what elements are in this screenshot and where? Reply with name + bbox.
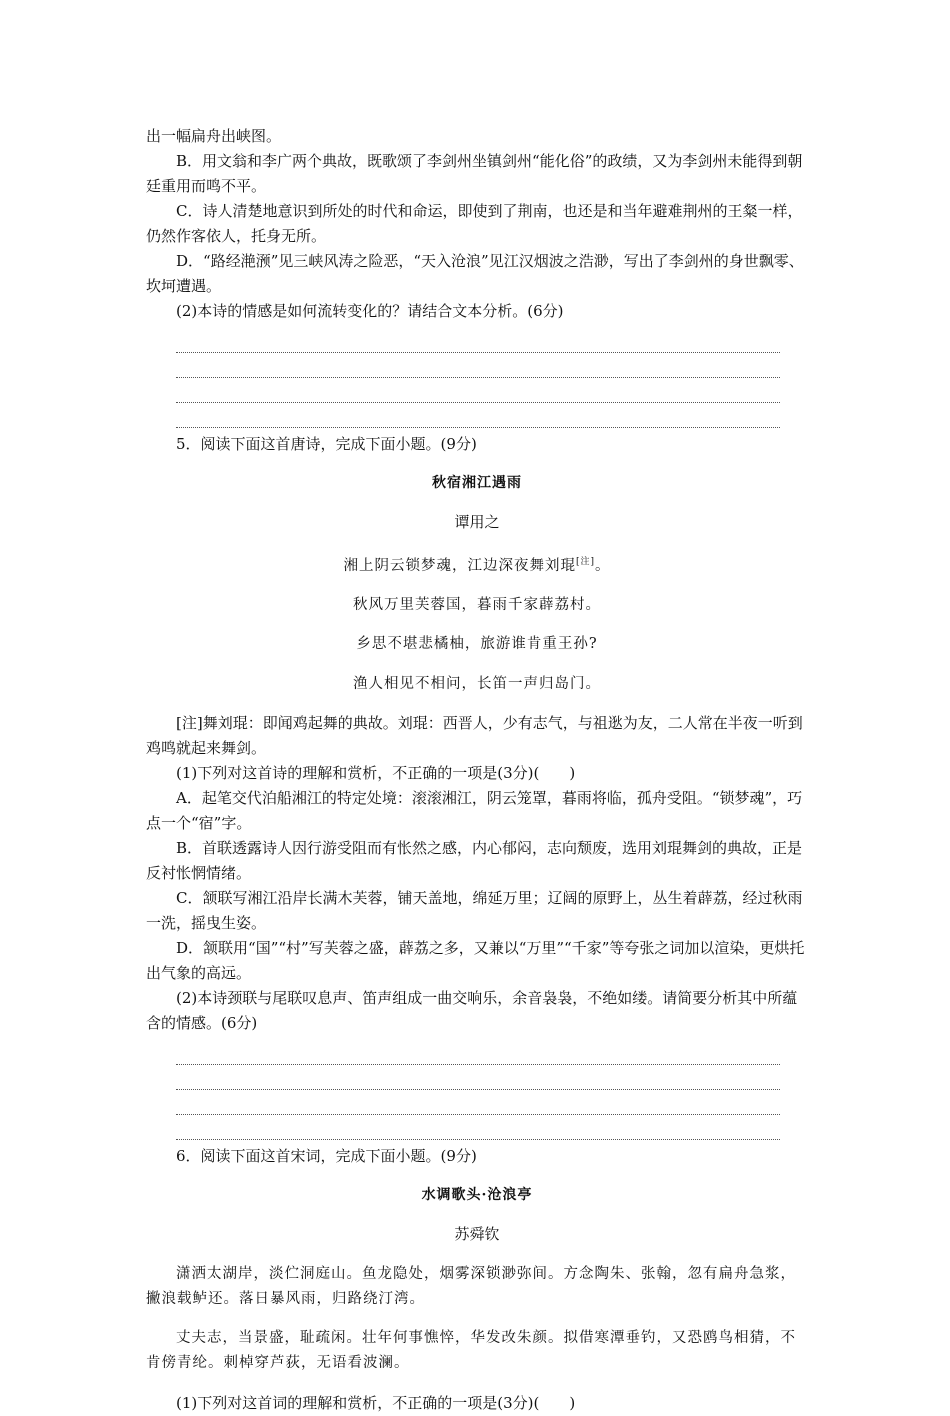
q5-option-b: B．首联透露诗人因行游受阻而有怅然之感，内心郁闷，志向颓废，选用刘琨舞剑的典故，正是反衬怅惘情绪。	[146, 839, 803, 883]
q4-option-b: B．用文翁和李广两个典故，既歌颂了李剑州坐镇剑州“能化俗”的政绩，又为李剑州未能得到朝廷重用而鸣不平。	[146, 152, 803, 195]
answer-line[interactable]	[176, 1115, 780, 1140]
footnote-marker: [注]	[575, 556, 596, 567]
q6-subquestion-1: (1)下列对这首词的理解和赏析，不正确的一项是(3分)( )	[176, 1393, 576, 1412]
q4-option-d: D．“路经滟滪”见三峡风涛之险恶，“天入沧浪”见江汉烟波之浩渺，写出了李剑州的身世飘零、坎坷遭遇。	[146, 252, 804, 295]
poem-line-text: 湘上阴云锁梦魂，江边深夜舞刘琨	[343, 557, 576, 574]
answer-line[interactable]	[176, 1090, 780, 1115]
q5-option-a: A．起笔交代泊船湘江的特定处境：滚滚湘江，阴云笼罩，暮雨将临，孤舟受阻。“锁梦魂”，巧点一个“宿”字。	[146, 789, 803, 833]
q6-poem-title: 水调歌头·沧浪亭	[421, 1187, 533, 1204]
q6-poem-para-2: 丈夫志，当景盛，耻疏闲。壮年何事憔悴，华发改朱颜。拟借寒潭垂钓，又恐鸥鸟相猜，不肯傍青纶。刺棹穿芦荻，无语看波澜。	[146, 1330, 796, 1372]
q5-poem-title: 秋宿湘江遇雨	[432, 475, 522, 491]
q5-poem-author: 谭用之	[454, 513, 500, 531]
q5-intro: 5．阅读下面这首唐诗，完成下面小题。(9分)	[176, 435, 477, 453]
answer-line[interactable]	[176, 1040, 780, 1065]
q6-poem-author: 苏舜钦	[454, 1225, 500, 1244]
q4-option-c: C．诗人清楚地意识到所处的时代和命运，即使到了荆南，也还是和当年避难荆州的王粲一样，仍然作客依人，托身无所。	[146, 202, 803, 245]
q4-option-a-continuation: 出一幅扁舟出峡图。	[146, 127, 282, 145]
answer-line[interactable]	[176, 1065, 780, 1090]
q6-intro: 6．阅读下面这首宋词，完成下面小题。(9分)	[176, 1147, 477, 1166]
answer-line[interactable]	[176, 403, 780, 428]
q5-poem-line-4: 渔人相见不相问，长笛一声归岛门。	[353, 675, 601, 692]
q5-option-d: D．颔联用“国”“村”写芙蓉之盛，薜荔之多，又兼以“万里”“千家”等夸张之词加以渲染，更烘托出气象的高远。	[146, 939, 805, 983]
answer-line[interactable]	[176, 353, 780, 378]
q5-poem-line-1	[146, 550, 808, 579]
answer-line[interactable]	[176, 328, 780, 353]
q5-poem-line-2: 秋风万里芙蓉国，暮雨千家薜荔村。	[353, 596, 601, 613]
document-page	[146, 124, 808, 1416]
q4-answer-lines[interactable]	[176, 324, 780, 428]
q5-subquestion-2: (2)本诗颈联与尾联叹息声、笛声组成一曲交响乐，余音袅袅，不绝如缕。请简要分析其中所蕴含的情感。(6分)	[146, 989, 798, 1033]
q4-subquestion-2: (2)本诗的情感是如何流转变化的？请结合文本分析。(6分)	[176, 302, 564, 320]
q5-subquestion-1: (1)下列对这首诗的理解和赏析，不正确的一项是(3分)( )	[176, 764, 576, 783]
answer-line[interactable]	[176, 378, 780, 403]
q5-option-c: C．颔联写湘江沿岸长满木芙蓉，铺天盖地，绵延万里；辽阔的原野上，丛生着薜荔，经过秋雨一洗，摇曳生姿。	[146, 889, 803, 933]
q5-answer-lines[interactable]	[176, 1036, 780, 1140]
q5-note: [注]舞刘琨：即闻鸡起舞的典故。刘琨：西晋人，少有志气，与祖逖为友，二人常在半夜一听到鸡鸣就起来舞剑。	[146, 714, 803, 758]
q6-poem-para-1: 潇洒太湖岸，淡伫洞庭山。鱼龙隐处，烟雾深锁渺弥间。方念陶朱、张翰，忽有扁舟急浆，撇浪载鲈还。落日暴风雨，归路绕汀湾。	[146, 1265, 796, 1307]
q5-poem-line-3: 乡思不堪悲橘柚，旅游谁肯重王孙?	[356, 636, 598, 653]
poem-line-punct: 。	[595, 557, 611, 574]
